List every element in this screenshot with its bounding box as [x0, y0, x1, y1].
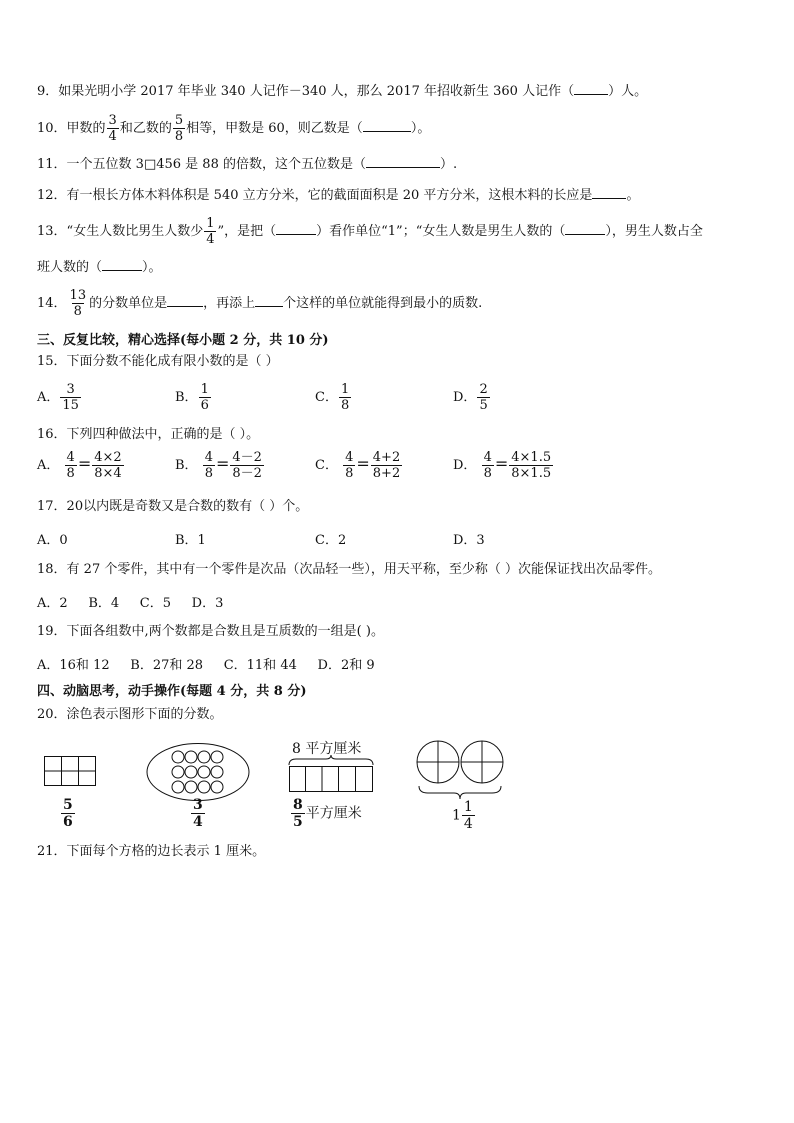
fig4-mixed-number: 1 $\frac{1}{4}$: [452, 799, 473, 832]
question-21: 21．下面每个方格的边长表示 1 厘米。: [37, 844, 266, 859]
question-11: 11．一个五位数 3□456 是 88 的倍数，这个五位数是（ ）.: [37, 157, 458, 172]
grid-figure[interactable]: [44, 756, 96, 790]
question-19-options[interactable]: A．16和 12 B．27和 28 C．11和 44 D．2和 9: [37, 658, 375, 673]
question-12: 12．有一根长方体木料体积是 540 立方分米，它的截面面积是 20 平方分米，这根木料的长应是 。: [37, 188, 640, 203]
answer-blank[interactable]: [102, 270, 142, 271]
option-d[interactable]: D． $\frac{4}{8}$ = $\frac{4\times 1.5}{8\times 1.5}$: [453, 450, 552, 481]
question-16: 16．下列四种做法中，正确的是（ ）。: [37, 427, 260, 442]
fraction: $\frac{3}{4}$: [108, 113, 117, 144]
option-a[interactable]: A． $\frac{4}{8}$ = $\frac{4\times 2}{8\times 4}$: [37, 450, 122, 481]
question-17: 17．20以内既是奇数又是合数的数有（ ）个。: [37, 499, 309, 514]
question-20: 20．涂色表示图形下面的分数。: [37, 707, 223, 722]
option-d[interactable]: D． $\frac{2}{5}$: [453, 382, 488, 413]
answer-blank[interactable]: [167, 306, 203, 307]
question-15: 15．下面分数不能化成有限小数的是（ ）: [37, 354, 279, 369]
fraction: $\frac{1}{4}$: [206, 216, 215, 247]
fraction: $\frac{13}{8}$: [69, 288, 87, 319]
answer-blank[interactable]: [363, 131, 411, 132]
fig3-area-label: 8 平方厘米: [292, 741, 362, 757]
answer-blank[interactable]: [592, 198, 626, 199]
question-19: 19．下面各组数中,两个数都是合数且是互质数的一组是( )。: [37, 624, 384, 639]
option-b[interactable]: B．1: [175, 533, 206, 548]
section-3-heading: 三、反复比较，精心选择(每小题 2 分，共 10 分): [37, 333, 329, 348]
answer-blank[interactable]: [255, 306, 283, 307]
fig3-fraction: $\frac{8}{5}$ 平方厘米: [293, 797, 362, 830]
question-9: 9．如果光明小学 2017 年毕业 340 人记作－340 人，那么 2017 年招收新生 360 人记作（ ）人。: [37, 84, 648, 99]
option-b[interactable]: B． $\frac{4}{8}$ = $\frac{4-2}{8-2}$: [175, 450, 262, 481]
question-18-options[interactable]: A．2 B．4 C．5 D．3: [37, 596, 224, 611]
fraction: $\frac{5}{8}$: [174, 113, 184, 144]
question-13: 13．“女生人数比男生人数少 $\frac{1}{4}$ ”，是把（ ）看作单位“1”；“女生人数是男生人数的（ ），男生人数占全: [37, 216, 703, 247]
option-c[interactable]: C． $\frac{1}{8}$: [315, 382, 350, 413]
option-a[interactable]: A．0: [37, 533, 68, 548]
option-d[interactable]: D．3: [453, 533, 485, 548]
two-circles-figure[interactable]: [414, 738, 510, 806]
answer-blank[interactable]: [366, 167, 440, 168]
option-c[interactable]: C．2: [315, 533, 347, 548]
fig1-fraction: $\frac{5}{6}$: [63, 797, 73, 830]
question-18: 18．有 27 个零件，其中有一个零件是次品（次品轻一些），用天平称，至少称（ ）次能保证找出次品零件。: [37, 562, 661, 577]
option-b[interactable]: B． $\frac{1}{6}$: [175, 382, 209, 413]
fig2-fraction: $\frac{3}{4}$: [193, 797, 203, 830]
answer-blank[interactable]: [565, 234, 605, 235]
section-4-heading: 四、动脑思考，动手操作(每题 4 分，共 8 分): [37, 684, 307, 699]
question-13-line2: 班人数的（ ）。: [37, 260, 162, 275]
question-14: 14． $\frac{13}{8}$ 的分数单位是 ，再添上 个这样的单位就能得到最小的质数.: [37, 288, 483, 319]
answer-blank[interactable]: [574, 94, 608, 95]
answer-blank[interactable]: [276, 234, 316, 235]
question-10: 10．甲数的 $\frac{3}{4}$ 和乙数的 $\frac{5}{8}$ 相等，甲数是 60，则乙数是（ ）。: [37, 113, 431, 144]
option-a[interactable]: A． $\frac{3}{15}$: [37, 382, 79, 413]
rectangle-strip-figure[interactable]: [288, 754, 374, 798]
option-c[interactable]: C． $\frac{4}{8}$ = $\frac{4+2}{8+2}$: [315, 450, 401, 481]
